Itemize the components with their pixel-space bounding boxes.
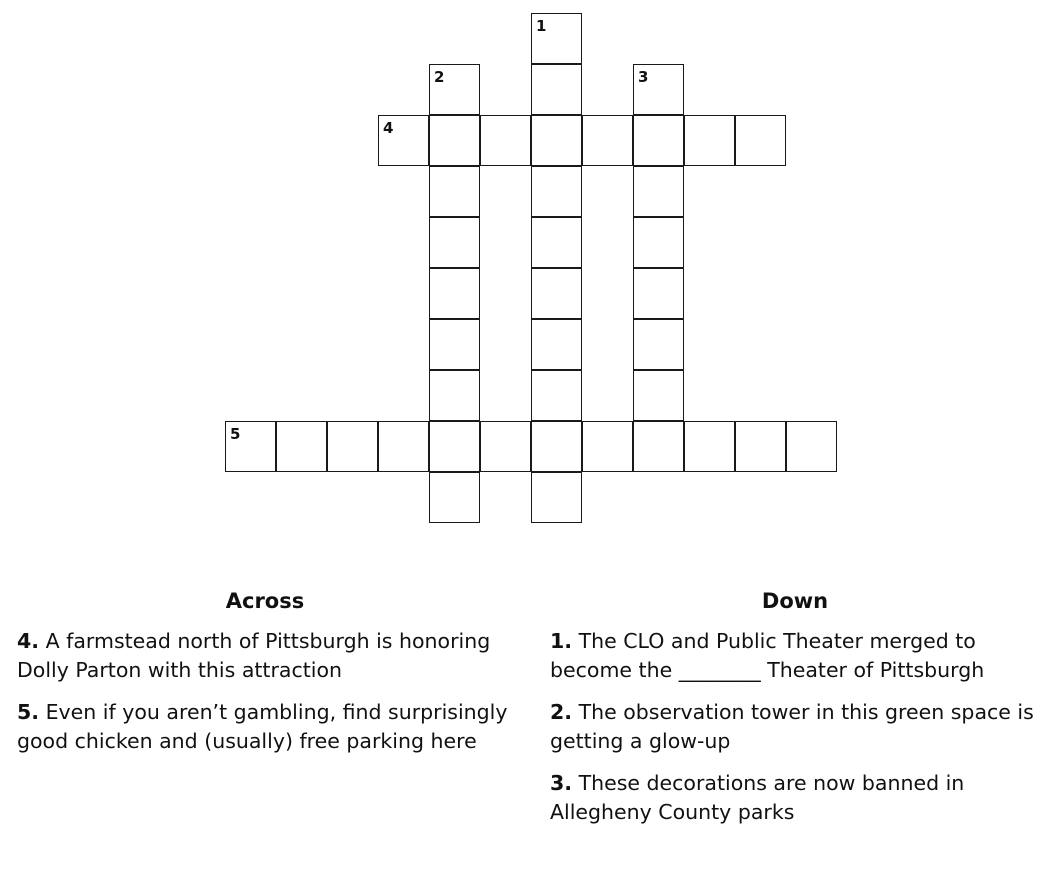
grid-cell[interactable] xyxy=(633,370,684,421)
clue-number-label: 1 xyxy=(536,17,547,35)
clue-number-label: 3 xyxy=(638,68,649,86)
grid-cell[interactable] xyxy=(429,115,480,166)
grid-cell[interactable] xyxy=(582,421,633,472)
grid-cell[interactable] xyxy=(786,421,837,472)
grid-cell[interactable] xyxy=(531,472,582,523)
grid-cell[interactable] xyxy=(582,115,633,166)
grid-cell[interactable] xyxy=(480,421,531,472)
grid-cell[interactable] xyxy=(225,421,276,472)
clue-number-label: 4 xyxy=(383,119,394,137)
across-heading: Across xyxy=(225,589,305,613)
grid-cell[interactable] xyxy=(531,64,582,115)
grid-cell[interactable] xyxy=(378,115,429,166)
grid-cell[interactable] xyxy=(735,421,786,472)
grid-cell[interactable] xyxy=(735,115,786,166)
grid-cell[interactable] xyxy=(531,370,582,421)
grid-cell[interactable] xyxy=(429,472,480,523)
grid-cell[interactable] xyxy=(429,166,480,217)
clue-number: 3. xyxy=(550,771,573,796)
clue-number: 2. xyxy=(550,700,573,725)
grid-cell[interactable] xyxy=(633,268,684,319)
down-clues xyxy=(550,588,1040,840)
clue-text: Even if you aren’t gambling, find surprisingly good chicken and (usually) free parking here xyxy=(17,700,508,754)
grid-cell[interactable] xyxy=(378,421,429,472)
clue-text: The CLO and Public Theater merged to become the ________ Theater of Pittsburgh xyxy=(550,629,985,683)
grid-cell[interactable] xyxy=(429,64,480,115)
grid-cell[interactable] xyxy=(531,319,582,370)
grid-cell[interactable] xyxy=(429,217,480,268)
down-clue-3 xyxy=(550,769,1040,827)
clue-text: These decorations are now banned in Allegheny County parks xyxy=(550,771,965,825)
clue-text: A farmstead north of Pittsburgh is honoring Dolly Parton with this attraction xyxy=(17,629,491,683)
across-clues xyxy=(17,588,517,769)
grid-cell[interactable] xyxy=(327,421,378,472)
grid-cell[interactable] xyxy=(531,13,582,64)
grid-cell[interactable] xyxy=(531,217,582,268)
grid-cell[interactable] xyxy=(480,115,531,166)
clue-number: 1. xyxy=(550,629,573,654)
grid-cell[interactable] xyxy=(276,421,327,472)
grid-cell[interactable] xyxy=(633,319,684,370)
grid-cell[interactable] xyxy=(633,166,684,217)
grid-cell[interactable] xyxy=(429,268,480,319)
clue-number: 4. xyxy=(17,629,40,654)
across-clue-5 xyxy=(17,698,517,756)
grid-cell[interactable] xyxy=(531,268,582,319)
clue-number-label: 2 xyxy=(434,68,445,86)
grid-cell[interactable] xyxy=(531,421,582,472)
grid-cell[interactable] xyxy=(684,421,735,472)
down-heading: Down xyxy=(761,589,829,613)
grid-cell[interactable] xyxy=(684,115,735,166)
grid-cell[interactable] xyxy=(531,166,582,217)
clue-number-label: 5 xyxy=(230,425,241,443)
grid-cell[interactable] xyxy=(633,217,684,268)
grid-cell[interactable] xyxy=(531,115,582,166)
grid-cell[interactable] xyxy=(429,370,480,421)
clue-number: 5. xyxy=(17,700,40,725)
down-clue-2 xyxy=(550,698,1040,756)
grid-cell[interactable] xyxy=(633,421,684,472)
down-clue-1 xyxy=(550,627,1040,685)
across-clue-4 xyxy=(17,627,517,685)
grid-cell[interactable] xyxy=(633,115,684,166)
clue-text: The observation tower in this green space is getting a glow-up xyxy=(550,700,1034,754)
grid-cell[interactable] xyxy=(429,319,480,370)
grid-cell[interactable] xyxy=(633,64,684,115)
grid-cell[interactable] xyxy=(429,421,480,472)
